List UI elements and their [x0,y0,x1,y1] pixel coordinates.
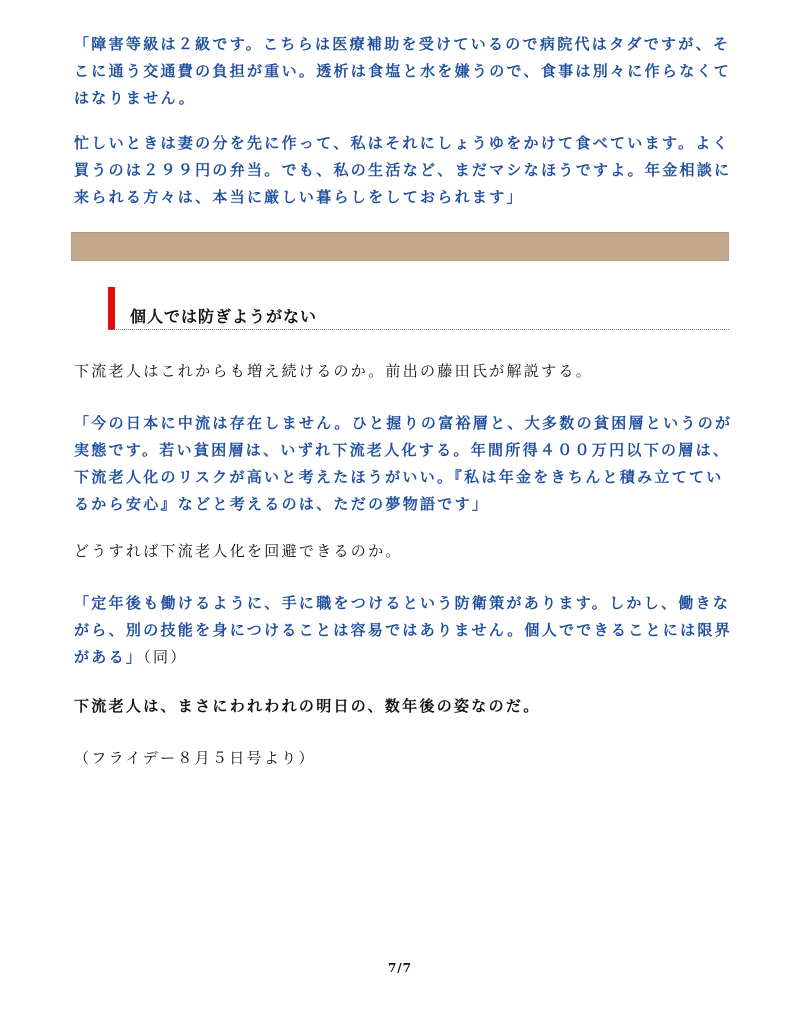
section-divider-band [71,232,729,261]
conclusion-paragraph: 下流老人は、まさにわれわれの明日の、数年後の姿なのだ。 [74,697,541,715]
body-paragraph-2: どうすれば下流老人化を回避できるのか。 [74,542,403,560]
section-heading: 個人では防ぎようがない [130,307,318,326]
quote-text: 「定年後も働けるように、手に職をつけるという防衛策があります。しかし、働きながら、別の技能を身につけることは容易ではありません。個人でできることには限界がある」 [74,594,733,666]
body-paragraph-1: 下流老人はこれからも増え続けるのか。前出の藤田氏が解説する。 [74,362,594,380]
source-citation: （フライデー８月５日号より） [74,749,316,767]
heading-underline [108,329,729,330]
heading-accent-bar [108,287,115,330]
page-number: 7/7 [387,961,413,975]
quote-attribution: （同） [143,648,188,666]
quote-paragraph-3: 「今の日本に中流は存在しません。ひと握りの富裕層と、大多数の貧困層というのが実態です。若い貧困層は、いずれ下流老人化する。年間所得４００万円以下の層は、下流老人化のリスクが高いと考えたほうがいい。『私は年金をきちんと積み立てているから安心』などと考えるのは、ただの夢物語です」 [74,414,733,513]
quote-paragraph-2: 忙しいときは妻の分を先に作って、私はそれにしょうゆをかけて食べています。よく買うのは２９９円の弁当。でも、私の生活など、まだマシなほうですよ。年金相談に来られる方々は、本当に厳しい暮らしをしておられます」 [74,134,732,206]
quote-paragraph-1: 「障害等級は２級です。こちらは医療補助を受けているので病院代はタダですが、そこに通う交通費の負担が重い。透析は食塩と水を嫌うので、食事は別々に作らなくてはなりません。 [74,35,732,107]
quote-paragraph-4 [74,590,734,671]
